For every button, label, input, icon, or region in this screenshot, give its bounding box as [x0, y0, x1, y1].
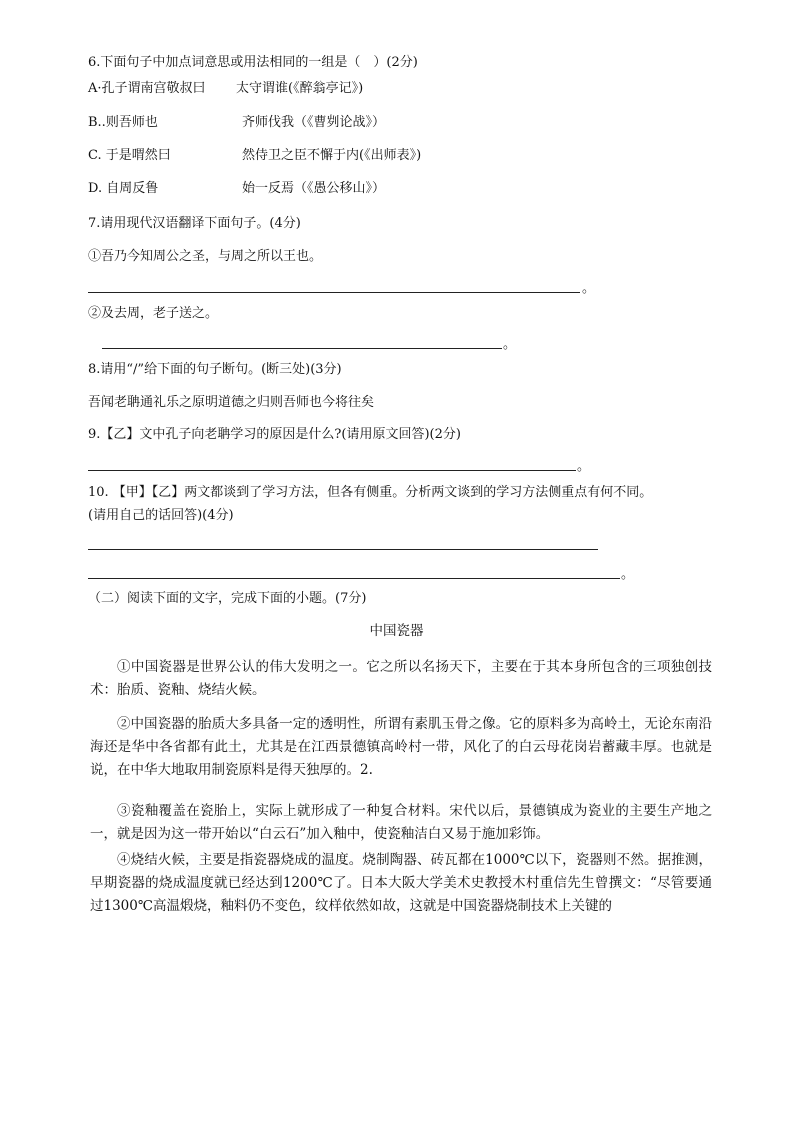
q6-option-a-left: A·孔子谓南宫敬叔曰	[88, 81, 206, 96]
question-9-stem: 9.【乙】文中孔子向老聃学习的原因是什么?(请用原文回答)(2分)	[88, 427, 461, 442]
q7-item-2: ②及去周，老子送之。	[88, 306, 219, 321]
q7-item-1: ①吾乃今知周公之圣，与周之所以王也。	[88, 249, 323, 264]
question-8-stem: 8.请用“/”给下面的句子断句。(断三处)(3分)	[88, 362, 342, 377]
section-2-heading: （二）阅读下面的文字，完成下面的小题。(7分)	[88, 591, 367, 606]
q6-option-a-right: 太守谓谁(《醉翁亭记》)	[236, 81, 364, 96]
q8-sentence: 吾闻老聃通礼乐之原明道德之归则吾师也今将往矣	[88, 395, 375, 410]
q10-answer-line-2[interactable]	[88, 578, 620, 579]
article-paragraph-1: ①中国瓷器是世界公认的伟大发明之一。它之所以名扬天下，主要在于其本身所包含的三项独创技术：胎质、瓷釉、烧结火候。	[90, 659, 712, 698]
question-6-stem: 6.下面句子中加点词意思或用法相同的一组是（ ）(2分)	[88, 55, 418, 70]
question-7-stem: 7.请用现代汉语翻译下面句子。(4分)	[88, 216, 301, 231]
q9-answer-line-period: 。	[577, 459, 591, 474]
q6-option-d-left: D. 自周反鲁	[88, 181, 159, 196]
q7-answer-line-2-period: 。	[503, 337, 517, 352]
article-title: 中国瓷器	[369, 623, 424, 639]
q6-option-c-left: C. 于是喟然曰	[88, 148, 171, 163]
q6-option-c-right: 然侍卫之臣不懈于内(《出师表》)	[242, 148, 422, 163]
q7-answer-line-1-period: 。	[582, 281, 596, 296]
q10-answer-line-1[interactable]	[88, 549, 598, 550]
q7-answer-line-2[interactable]	[102, 348, 502, 349]
article-paragraph-2: ②中国瓷器的胎质大多具备一定的透明性，所谓有素肌玉骨之像。它的原料多为高岭土，无论东南沿海还是华中各省都有此土，尤其是在江西景德镇高岭村一带，风化了的白云母花岗岩蓄藏丰厚。也就是说，在中华大地取用制瓷原料是得天独厚的。2.	[90, 716, 712, 778]
article-paragraph-3: ③瓷釉覆盖在瓷胎上，实际上就形成了一种复合材料。宋代以后，景德镇成为瓷业的主要生产地之一，就是因为这一带开始以“白云石”加入釉中，使瓷釉洁白又易于施加彩饰。	[90, 803, 712, 842]
q10-answer-line-2-period: 。	[621, 567, 635, 582]
question-10-stem: 10. 【甲】【乙】两文都谈到了学习方法，但各有侧重。分析两文谈到的学习方法侧重点有何不同。	[88, 485, 653, 500]
question-10-stem-continued: (请用自己的话回答)(4分)	[88, 508, 234, 523]
q9-answer-line[interactable]	[88, 470, 576, 471]
article-paragraph-4: ④烧结火候，主要是指瓷器烧成的温度。烧制陶器、砖瓦都在1000℃以下，瓷器则不然。据推测，早期瓷器的烧成温度就已经达到1200℃了。日本大阪大学美术史教授木村重信先生曾撰文：“尽管要通过1300℃高温煅烧，釉料仍不变色，纹样依然如故，这就是中国瓷器烧制技术上关键的	[90, 852, 712, 914]
q6-option-b-left: B..则吾师也	[88, 115, 158, 130]
q7-answer-line-1[interactable]	[88, 292, 580, 293]
q6-option-b-right: 齐师伐我（《曹刿论战》）	[242, 115, 386, 130]
q6-option-d-right: 始一反焉（《愚公移山》）	[242, 181, 386, 196]
